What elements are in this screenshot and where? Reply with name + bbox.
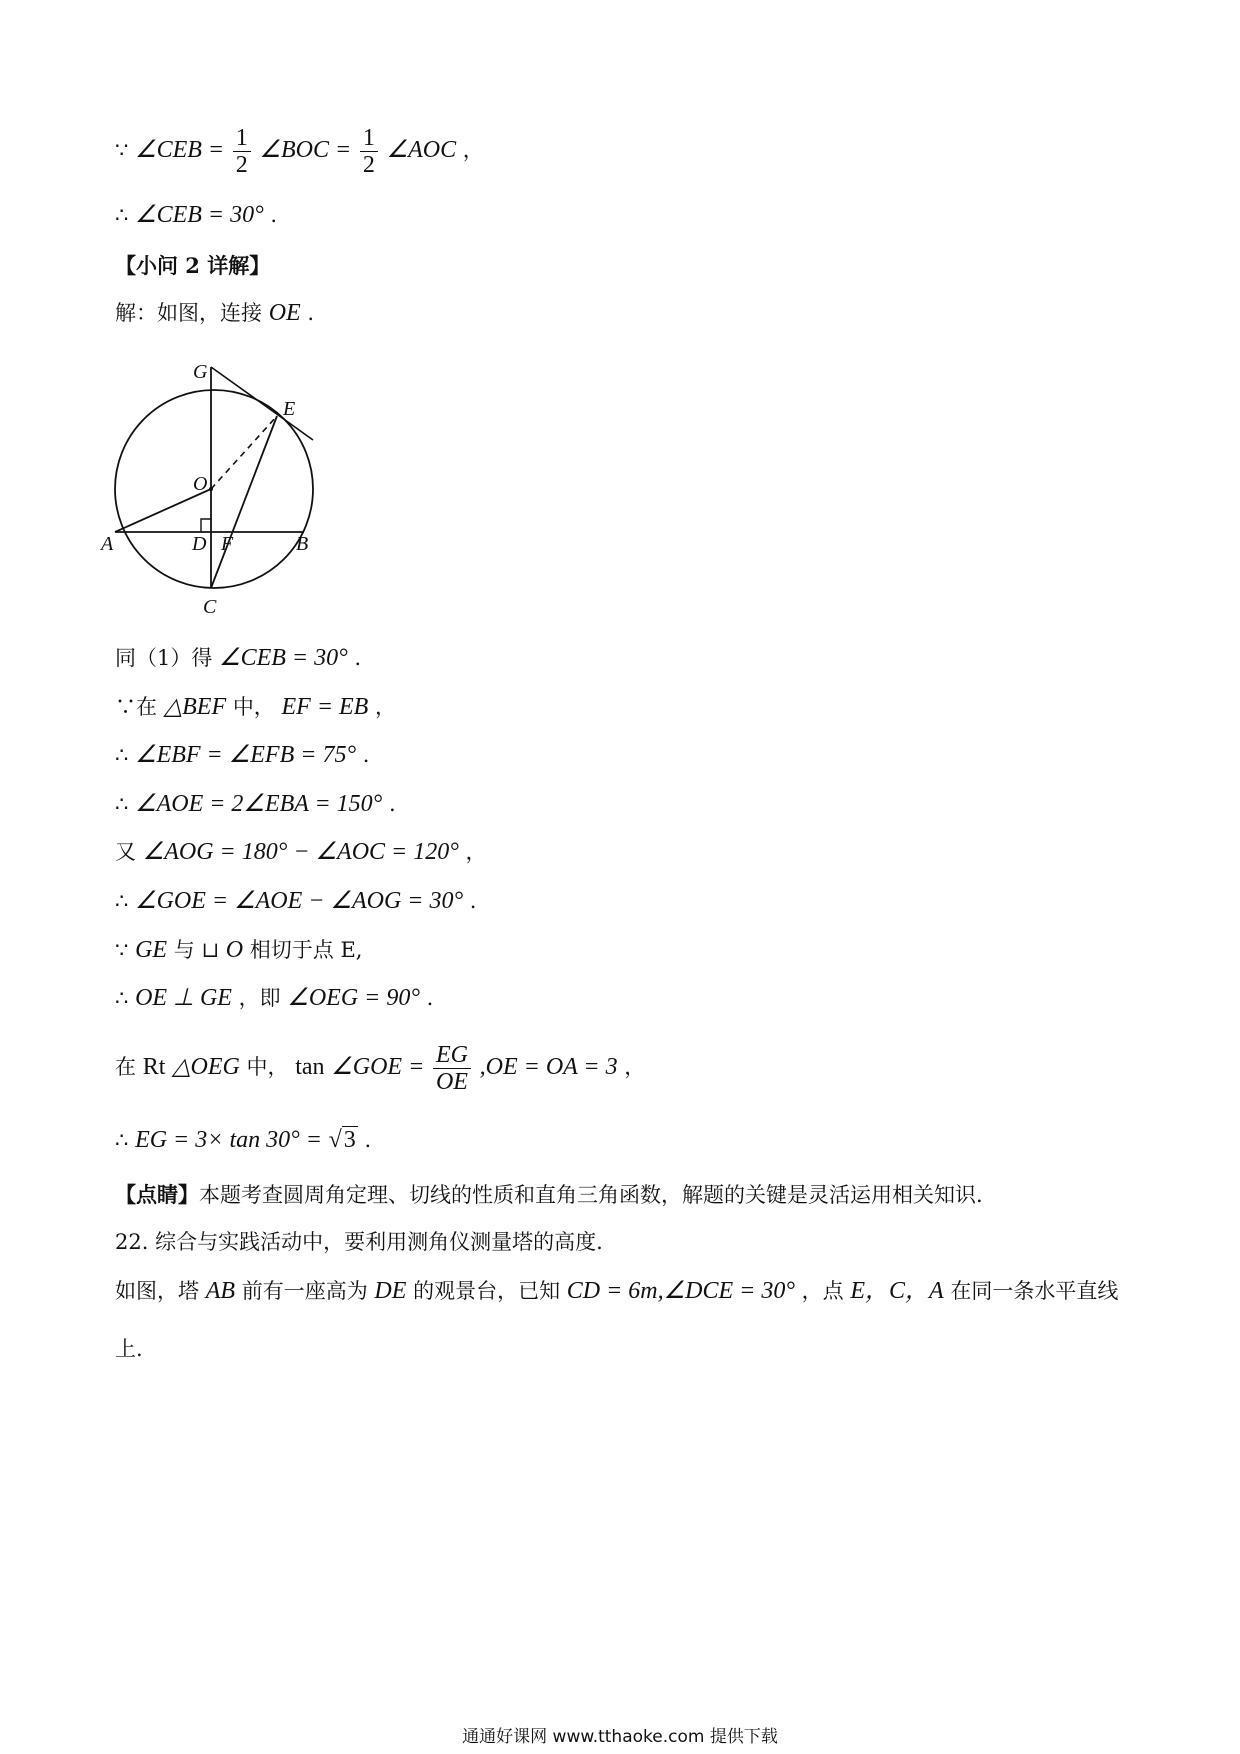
math-expression: △BEF [163,694,227,720]
proof-line-9 [115,837,487,867]
fraction-half [233,125,251,178]
square-root [329,1126,358,1153]
fraction-numerator: 1 [360,125,378,152]
text-segment: 如图，塔 [115,1279,199,1303]
punctuation: . [426,986,434,1010]
fraction-eg-over-oe [433,1042,471,1095]
commentary-line [115,1180,983,1210]
label-d: D [192,533,207,555]
math-expression: GE [135,937,168,963]
punctuation: . [362,743,370,767]
math-expression: EF = EB [281,694,369,720]
punctuation: ， [462,138,484,162]
problem-22-continuation: 上. [115,1337,143,1361]
fraction-denominator: OE [435,1069,468,1095]
proof-line-10 [115,886,476,916]
segment-oe-dashed [211,416,277,489]
therefore-symbol: ∴ [115,1128,129,1152]
fraction-denominator: 2 [362,152,375,178]
therefore-symbol: ∴ [115,889,129,913]
text-segment: 相切于点 E, [249,938,363,962]
text-segment: 同（1）得 [115,646,213,670]
punctuation: . [354,646,362,670]
math-text: Rt [142,1054,166,1080]
text-segment: 中， [246,1055,289,1079]
punctuation: . [469,889,477,913]
text-segment: ∵在 [115,695,157,719]
text-segment: 与 [173,938,195,962]
therefore-symbol: ∴ [115,203,129,227]
punctuation: ， [624,1055,646,1079]
fraction-half [360,125,378,178]
fraction-denominator: 2 [235,152,248,178]
punctuation: ， [375,695,397,719]
radicand: 3 [343,1127,356,1153]
proof-line-12 [115,983,433,1013]
circle-geometry-figure [101,350,345,620]
label-a: A [101,533,114,555]
text-segment: 解：如图，连接 [115,301,262,325]
math-expression: ∠OEG = 90° [287,985,420,1011]
punctuation: . [307,301,315,325]
math-expression: ∠GOE = [331,1054,425,1080]
label-o: O [193,473,208,495]
math-expression: ∠BOC = [259,137,352,163]
punctuation: . [364,1128,372,1152]
proof-line-1 [115,125,484,178]
text-segment: 中， [232,695,275,719]
therefore-symbol: ∴ [115,792,129,816]
math-expression: ∠CEB = 30° [219,645,348,671]
proof-line-13 [115,1042,645,1095]
text-segment: 又 [115,840,136,864]
math-variable: OE [268,300,301,326]
punctuation: . [388,792,396,816]
problem-22-statement [115,1276,1118,1306]
proof-line-7 [115,740,369,770]
fraction-numerator: 1 [233,125,251,152]
because-symbol: ∵ [115,938,129,962]
punctuation: ， [465,840,487,864]
proof-line-2 [115,200,277,230]
right-angle-mark [201,519,211,532]
math-expression: ∠AOE = 2∠EBA = 150° [135,791,383,817]
page-footer: 通通好课网 www.tthaoke.com 提供下载 [462,1727,778,1747]
therefore-symbol: ∴ [115,743,129,767]
proof-line-14 [115,1125,371,1155]
text-segment: 在同一条水平直线 [950,1279,1119,1303]
math-variable: DE [374,1278,407,1304]
segment-ce [211,416,277,588]
commentary-text: 本题考查圆周角定理、切线的性质和直角三角函数，解题的关键是灵活运用相关知识. [199,1183,983,1207]
label-e: E [283,398,296,420]
circle-symbol: ⊔ [201,938,220,962]
text-segment: 的观景台，已知 [413,1279,561,1303]
math-variable: O [225,937,244,963]
math-expression: ∠GOE = ∠AOE − ∠AOG = 30° [135,888,464,914]
math-variable: AB [205,1278,236,1304]
solution-intro [115,298,314,328]
math-expression: ∠CEB = 30° [135,202,264,228]
proof-line-5 [115,643,361,673]
text-segment: ，即 [238,986,281,1010]
therefore-symbol: ∴ [115,986,129,1010]
math-function: tan [295,1054,325,1080]
math-expression: OE ⊥ GE [135,985,232,1011]
point-o [209,487,213,491]
radical-sign: √ [328,1127,342,1153]
text-segment: 前有一座高为 [241,1279,368,1303]
commentary-label: 【点睛】 [115,1182,199,1207]
problem-22-title: 22. 综合与实践活动中，要利用测角仪测量塔的高度. [115,1230,603,1254]
math-expression: ∠CEB = [135,137,225,163]
math-expression: ∠AOG = 180° − ∠AOC = 120° [142,839,459,865]
math-expression: ,OE = OA = 3 [479,1054,618,1080]
label-g: G [193,361,208,383]
math-expression: CD = 6m,∠DCE = 30° [566,1278,795,1304]
math-expression: ∠EBF = ∠EFB = 75° [135,742,357,768]
label-c: C [203,596,217,618]
text-segment: ，点 [801,1279,844,1303]
because-symbol: ∵ [115,138,129,162]
tangent-line-ge [211,367,313,440]
math-expression: ∠AOC [386,137,457,163]
math-variable: E，C，A [850,1278,944,1304]
section-heading: 【小问 2 详解】 [115,253,271,278]
proof-line-8 [115,789,396,819]
math-expression: △OEG [172,1054,240,1080]
math-expression: EG = 3× tan 30° = [135,1127,322,1153]
proof-line-11 [115,935,362,965]
text-segment: 在 [115,1055,136,1079]
punctuation: . [270,203,278,227]
label-b: B [296,533,309,555]
label-f: F [221,533,234,555]
proof-line-6 [115,692,396,722]
fraction-numerator: EG [433,1042,471,1069]
segment-ao [115,489,211,532]
